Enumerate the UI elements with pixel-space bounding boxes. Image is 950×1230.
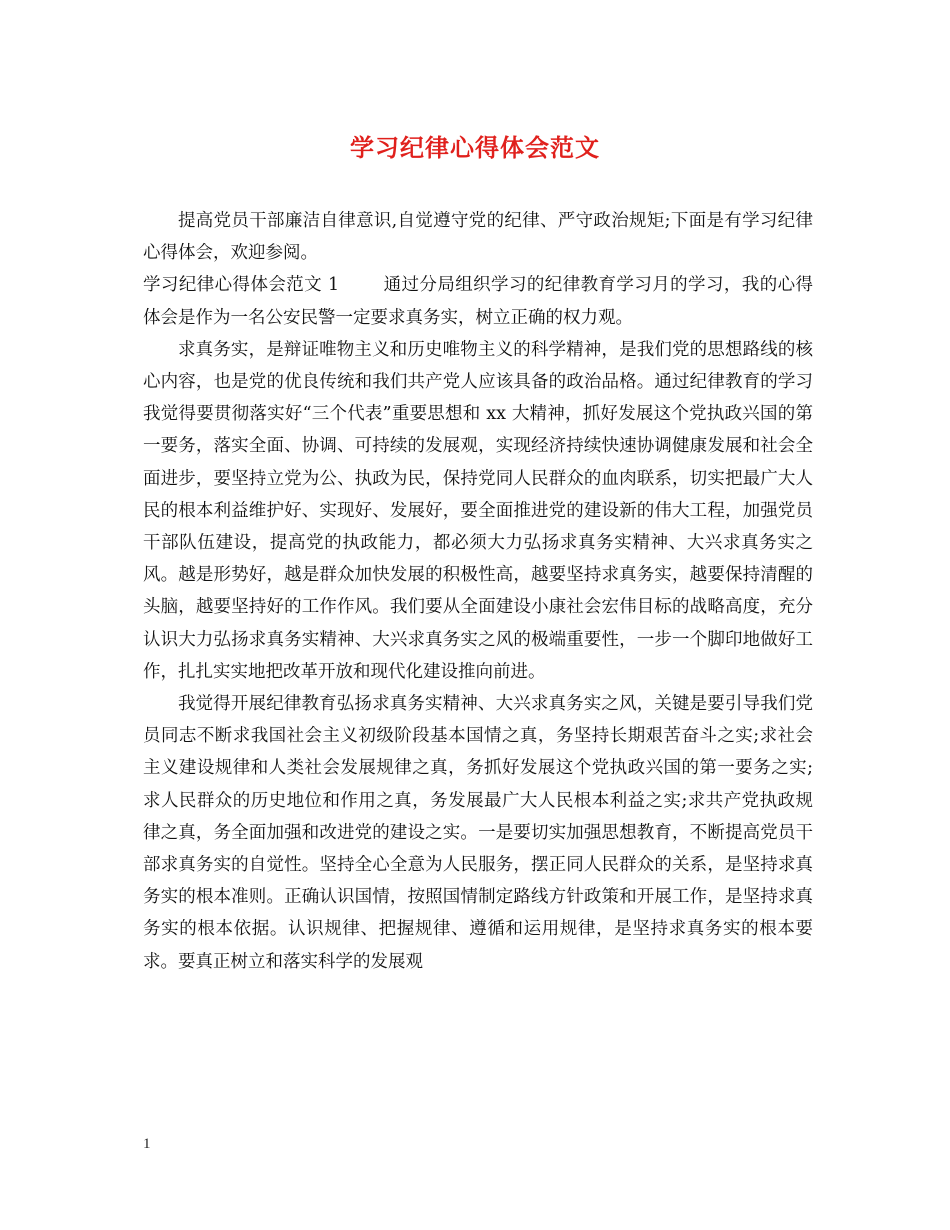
- document-body: [143, 205, 813, 978]
- document-title: 学习纪律心得体会范文: [350, 133, 600, 162]
- section-heading-line: [143, 269, 813, 333]
- intro-paragraph: 提高党员干部廉洁自律意识,自觉遵守党的纪律、严守政治规矩;下面是有学习纪律心得体会，欢迎参阅。: [143, 211, 813, 264]
- body-paragraph-1: 求真务实，是辩证唯物主义和历史唯物主义的科学精神，是我们党的思想路线的核心内容，也是党的优良传统和我们共产党人应该具备的政治品格。通过纪律教育的学习我觉得要贯彻落实好“三个代表”重要思想和 xx 大精神，抓好发展这个党执政兴国的第一要务，落实全面、协调、可持续的发展观，实现经济持续快速协调健康发展和社会全面进步，要坚持立党为公、执政为民，保持党同人民群众的血肉联系，切实把最广大人民的根本利益维护好、实现好、发展好，要全面推进党的建设新的伟大工程，加强党员干部队伍建设，提高党的执政能力，都必须大力弘扬求真务实精神、大兴求真务实之风。越是形势好，越是群众加快发展的积极性高，越要坚持求真务实，越要保持清醒的头脑，越要坚持好的工作作风。我们要从全面建设小康社会宏伟目标的战略高度，充分认识大力弘扬求真务实精神、大兴求真务实之风的极端重要性，一步一个脚印地做好工作，扎扎实实地把改革开放和现代化建设推向前进。: [143, 339, 813, 682]
- section-lead: 通过分局组织学习的纪律教育学习月的学习，我的心得体会是作为一名公安民警一定要求真务实，树立正确的权力观。: [143, 275, 814, 328]
- page-number: 1: [143, 1136, 151, 1152]
- body-paragraph-2: 我觉得开展纪律教育弘扬求真务实精神、大兴求真务实之风，关键是要引导我们党员同志不断求我国社会主义初级阶段基本国情之真，务坚持长期艰苦奋斗之实;求社会主义建设规律和人类社会发展规律之真，务抓好发展这个党执政兴国的第一要务之实;求人民群众的历史地位和作用之真，务发展最广大人民根本利益之实;求共产党执政规律之真，务全面加强和改进党的建设之实。一是要切实加强思想教育，不断提高党员干部求真务实的自觉性。坚持全心全意为人民服务，摆正同人民群众的关系，是坚持求真务实的根本准则。正确认识国情，按照国情制定路线方针政策和开展工作，是坚持求真务实的根本依据。认识规律、把握规律、遵循和运用规律，是坚持求真务实的根本要求。要真正树立和落实科学的发展观: [143, 694, 813, 972]
- section-heading: 学习纪律心得体会范文 1: [143, 275, 340, 296]
